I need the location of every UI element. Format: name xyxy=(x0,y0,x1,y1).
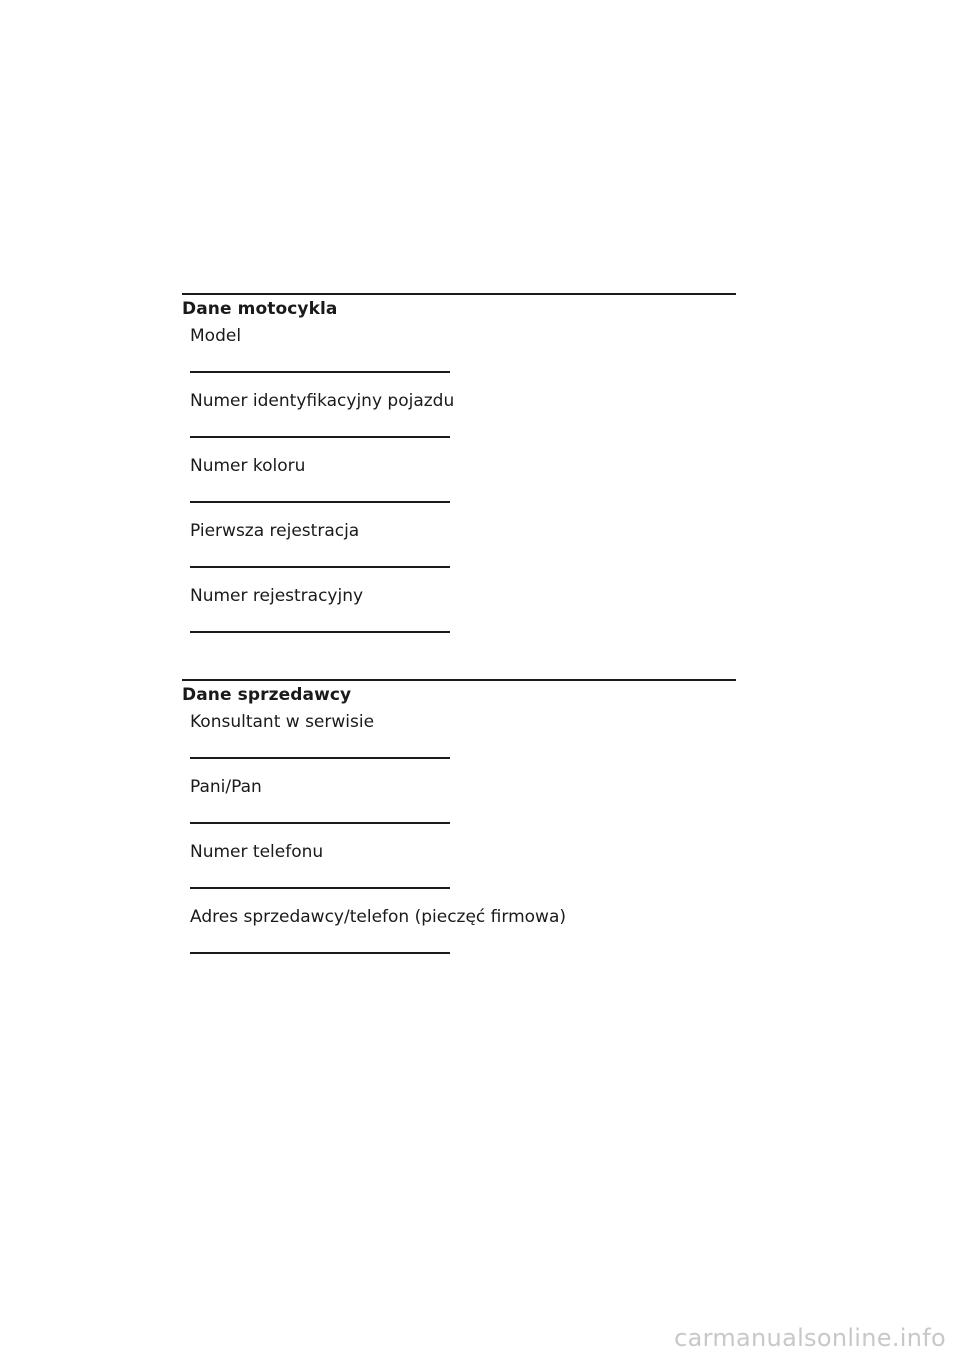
vin-field xyxy=(190,385,455,450)
first-registration-input-line[interactable] xyxy=(190,566,450,568)
model-field xyxy=(190,320,450,385)
color-number-input-line[interactable] xyxy=(190,501,450,503)
field-label: Adres sprzedawcy/telefon (pieczęć firmowa) xyxy=(190,907,566,927)
first-registration-field xyxy=(190,515,450,580)
model-input-line[interactable] xyxy=(190,371,450,373)
watermark: carmanualsonline.info xyxy=(674,1324,946,1352)
section-divider xyxy=(182,293,736,295)
field-label: Konsultant w serwisie xyxy=(190,712,375,732)
section-divider xyxy=(182,679,736,681)
motorcycle-data-section xyxy=(182,293,736,645)
registration-number-field xyxy=(190,580,450,645)
field-label: Numer rejestracyjny xyxy=(190,586,364,606)
dealer-address-input-line[interactable] xyxy=(190,952,450,954)
service-consultant-input-line[interactable] xyxy=(190,757,450,759)
phone-number-input-line[interactable] xyxy=(190,887,450,889)
field-label: Numer identyfikacyjny pojazdu xyxy=(190,391,455,411)
registration-number-input-line[interactable] xyxy=(190,631,450,633)
field-label: Numer telefonu xyxy=(190,842,324,862)
service-consultant-field xyxy=(190,706,450,771)
salutation-field xyxy=(190,771,450,836)
phone-number-field xyxy=(190,836,450,901)
color-number-field xyxy=(190,450,450,515)
field-label: Pierwsza rejestracja xyxy=(190,521,360,541)
section-title: Dane motocykla xyxy=(182,299,338,319)
vin-input-line[interactable] xyxy=(190,436,450,438)
field-label: Numer koloru xyxy=(190,456,306,476)
dealer-data-section xyxy=(182,679,736,966)
salutation-input-line[interactable] xyxy=(190,822,450,824)
section-title: Dane sprzedawcy xyxy=(182,685,352,705)
field-label: Model xyxy=(190,326,242,346)
field-label: Pani/Pan xyxy=(190,777,262,797)
dealer-address-field xyxy=(190,901,566,966)
